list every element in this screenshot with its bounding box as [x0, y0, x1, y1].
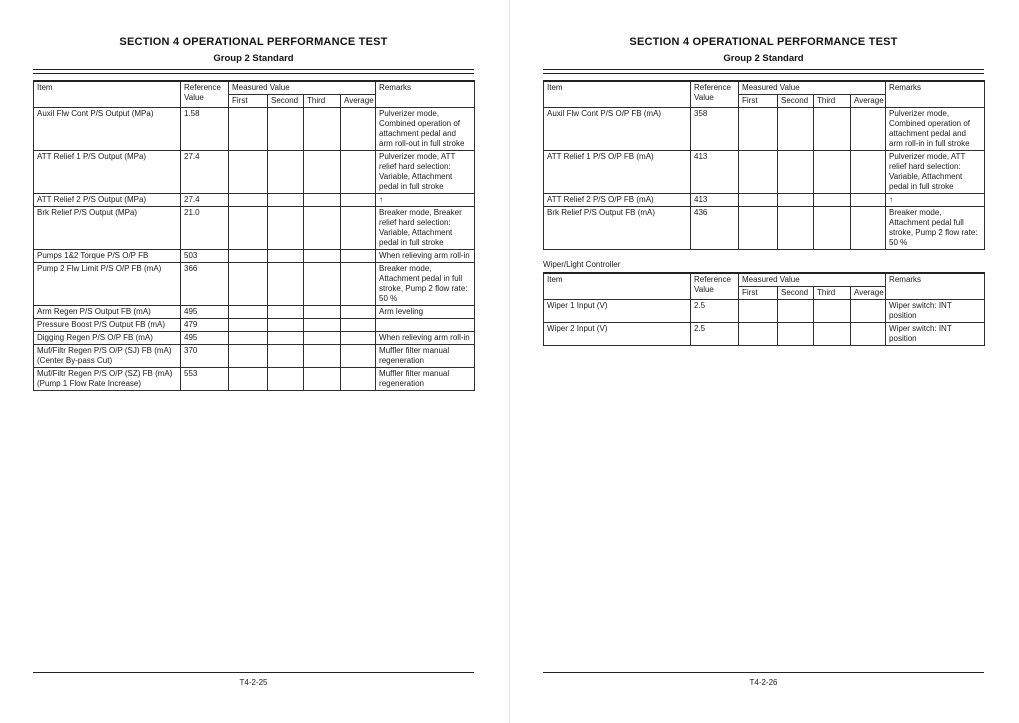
section-label-wiper-light-controller: Wiper/Light Controller: [543, 259, 621, 269]
table-row: [34, 150, 475, 193]
col-header-third: Third: [814, 94, 851, 107]
col-header-average: Average: [341, 94, 376, 107]
cell-second: [268, 305, 304, 318]
table-row: [34, 107, 475, 150]
col-header-second: Second: [778, 94, 814, 107]
cell-remarks: Breaker mode, Breaker relief hard selection: Variable, Attachment pedal in full stroke: [376, 206, 475, 249]
col-header-remarks: Remarks: [886, 273, 985, 300]
cell-second: [268, 318, 304, 331]
table-row: [34, 318, 475, 331]
cell-second: [778, 322, 814, 345]
cell-item: Arm Regen P/S Output FB (mA): [34, 305, 181, 318]
table-row: [544, 193, 985, 206]
cell-second: [268, 367, 304, 390]
cell-third: [304, 331, 341, 344]
cell-third: [304, 367, 341, 390]
cell-third: [304, 305, 341, 318]
cell-remarks: [376, 318, 475, 331]
cell-average: [851, 299, 886, 322]
cell-first: [229, 262, 268, 305]
table-row: [34, 249, 475, 262]
col-header-average: Average: [851, 94, 886, 107]
page-number: T4-2-26: [543, 672, 984, 687]
cell-remarks: Breaker mode, Attachment pedal in full stroke, Pump 2 flow rate: 50 %: [376, 262, 475, 305]
cell-average: [341, 150, 376, 193]
cell-second: [268, 150, 304, 193]
col-header-reference-value: Reference Value: [181, 81, 229, 108]
cell-item: Brk Relief P/S Output FB (mA): [544, 206, 691, 249]
cell-first: [229, 150, 268, 193]
cell-first: [229, 305, 268, 318]
cell-third: [814, 299, 851, 322]
cell-reference-value: 358: [691, 107, 739, 150]
table-row: [34, 262, 475, 305]
col-header-first: First: [739, 94, 778, 107]
table-row: [34, 344, 475, 367]
cell-third: [304, 318, 341, 331]
cell-remarks: Arm leveling: [376, 305, 475, 318]
cell-first: [739, 107, 778, 150]
cell-first: [739, 206, 778, 249]
heading-double-rule: [543, 69, 984, 74]
cell-remarks: Wiper switch: INT position: [886, 299, 985, 322]
cell-third: [814, 193, 851, 206]
cell-second: [268, 249, 304, 262]
cell-reference-value: 366: [181, 262, 229, 305]
cell-first: [739, 299, 778, 322]
performance-test-table: [543, 80, 985, 250]
cell-second: [268, 262, 304, 305]
cell-first: [229, 331, 268, 344]
cell-average: [851, 107, 886, 150]
col-header-measured-value: Measured Value: [739, 273, 886, 287]
cell-third: [814, 107, 851, 150]
cell-second: [778, 299, 814, 322]
cell-first: [229, 193, 268, 206]
cell-average: [851, 150, 886, 193]
cell-item: Muf/Filtr Regen P/S O/P (SJ) FB (mA) (Center By-pass Cut): [34, 344, 181, 367]
cell-second: [778, 107, 814, 150]
table-row: [34, 193, 475, 206]
cell-remarks: Breaker mode, Attachment pedal full stroke, Pump 2 flow rate: 50 %: [886, 206, 985, 249]
cell-third: [814, 206, 851, 249]
cell-item: Digging Regen P/S O/P FB (mA): [34, 331, 181, 344]
cell-first: [229, 206, 268, 249]
wiper-light-controller-table: [543, 272, 985, 346]
col-header-third: Third: [814, 286, 851, 299]
cell-remarks: Muffler filter manual regeneration: [376, 344, 475, 367]
cell-second: [268, 193, 304, 206]
cell-first: [739, 193, 778, 206]
cell-reference-value: 27.4: [181, 150, 229, 193]
cell-third: [304, 249, 341, 262]
page-right: [510, 0, 1019, 723]
table-row: [544, 322, 985, 345]
cell-item: ATT Relief 1 P/S Output (MPa): [34, 150, 181, 193]
cell-second: [268, 206, 304, 249]
cell-reference-value: 413: [691, 150, 739, 193]
table-row: [34, 206, 475, 249]
table-row: [544, 150, 985, 193]
cell-first: [229, 249, 268, 262]
cell-third: [304, 150, 341, 193]
cell-item: Pumps 1&2 Torque P/S O/P FB: [34, 249, 181, 262]
col-header-average: Average: [851, 286, 886, 299]
col-header-item: Item: [34, 81, 181, 108]
cell-remarks: Pulverizer mode, ATT relief hard selection: Variable, Attachment pedal in full stroke: [376, 150, 475, 193]
cell-second: [268, 344, 304, 367]
page-subtitle: Group 2 Standard: [213, 53, 294, 64]
page-left-content: [33, 36, 474, 391]
cell-remarks: Wiper switch: INT position: [886, 322, 985, 345]
cell-remarks: When relieving arm roll-in: [376, 249, 475, 262]
cell-remarks: ↑: [886, 193, 985, 206]
col-header-item: Item: [544, 273, 691, 300]
page-number: T4-2-25: [33, 672, 474, 687]
cell-average: [851, 193, 886, 206]
cell-third: [814, 322, 851, 345]
cell-average: [341, 344, 376, 367]
cell-reference-value: 2.5: [691, 299, 739, 322]
cell-item: Auxil Flw Cont P/S Output (MPa): [34, 107, 181, 150]
page-title: SECTION 4 OPERATIONAL PERFORMANCE TEST: [629, 36, 898, 48]
cell-second: [268, 107, 304, 150]
cell-average: [851, 322, 886, 345]
cell-reference-value: 2.5: [691, 322, 739, 345]
cell-second: [268, 331, 304, 344]
table-header: [544, 273, 985, 300]
cell-third: [304, 107, 341, 150]
table-row: [544, 107, 985, 150]
cell-remarks: ↑: [376, 193, 475, 206]
table-header: [34, 81, 475, 108]
cell-remarks: Pulverizer mode, Combined operation of attachment pedal and arm roll-out in full stroke: [376, 107, 475, 150]
cell-average: [341, 367, 376, 390]
cell-item: ATT Relief 1 P/S O/P FB (mA): [544, 150, 691, 193]
cell-average: [341, 206, 376, 249]
cell-reference-value: 479: [181, 318, 229, 331]
cell-first: [739, 322, 778, 345]
cell-reference-value: 21.0: [181, 206, 229, 249]
cell-average: [341, 249, 376, 262]
table-row: [34, 305, 475, 318]
cell-average: [851, 206, 886, 249]
col-header-second: Second: [268, 94, 304, 107]
cell-reference-value: 436: [691, 206, 739, 249]
cell-first: [229, 107, 268, 150]
table-header: [544, 81, 985, 108]
cell-average: [341, 305, 376, 318]
cell-third: [304, 344, 341, 367]
cell-remarks: When relieving arm roll-in: [376, 331, 475, 344]
cell-first: [739, 150, 778, 193]
cell-remarks: Pulverizer mode, ATT relief hard selection: Variable, Attachment pedal in full stroke: [886, 150, 985, 193]
col-header-measured-value: Measured Value: [229, 81, 376, 95]
table-row: [544, 299, 985, 322]
cell-reference-value: 495: [181, 305, 229, 318]
col-header-remarks: Remarks: [376, 81, 475, 108]
cell-item: Muf/Filtr Regen P/S O/P (SZ) FB (mA) (Pump 1 Flow Rate Increase): [34, 367, 181, 390]
cell-item: Auxil Flw Cont P/S O/P FB (mA): [544, 107, 691, 150]
cell-second: [778, 206, 814, 249]
cell-item: Brk Relief P/S Output (MPa): [34, 206, 181, 249]
col-header-item: Item: [544, 81, 691, 108]
col-header-first: First: [229, 94, 268, 107]
cell-item: Pressure Boost P/S Output FB (mA): [34, 318, 181, 331]
table-row: [34, 367, 475, 390]
cell-average: [341, 107, 376, 150]
cell-average: [341, 262, 376, 305]
page-left: [0, 0, 509, 723]
cell-item: ATT Relief 2 P/S O/P FB (mA): [544, 193, 691, 206]
cell-first: [229, 318, 268, 331]
cell-second: [778, 193, 814, 206]
col-header-first: First: [739, 286, 778, 299]
col-header-remarks: Remarks: [886, 81, 985, 108]
cell-first: [229, 344, 268, 367]
cell-reference-value: 27.4: [181, 193, 229, 206]
col-header-measured-value: Measured Value: [739, 81, 886, 95]
cell-average: [341, 318, 376, 331]
heading-double-rule: [33, 69, 474, 74]
cell-reference-value: 553: [181, 367, 229, 390]
col-header-reference-value: Reference Value: [691, 273, 739, 300]
cell-reference-value: 413: [691, 193, 739, 206]
cell-reference-value: 1.58: [181, 107, 229, 150]
cell-third: [304, 193, 341, 206]
cell-first: [229, 367, 268, 390]
cell-item: Wiper 1 Input (V): [544, 299, 691, 322]
cell-item: Wiper 2 Input (V): [544, 322, 691, 345]
cell-item: Pump 2 Flw Limit P/S O/P FB (mA): [34, 262, 181, 305]
cell-remarks: Pulverizer mode, Combined operation of attachment pedal and arm roll-in in full stroke: [886, 107, 985, 150]
col-header-third: Third: [304, 94, 341, 107]
page-subtitle: Group 2 Standard: [723, 53, 804, 64]
table-row: [544, 206, 985, 249]
performance-test-table: [33, 80, 475, 391]
page-right-content: [543, 36, 984, 346]
col-header-reference-value: Reference Value: [691, 81, 739, 108]
cell-reference-value: 495: [181, 331, 229, 344]
cell-reference-value: 503: [181, 249, 229, 262]
cell-average: [341, 331, 376, 344]
col-header-second: Second: [778, 286, 814, 299]
cell-third: [304, 262, 341, 305]
cell-reference-value: 370: [181, 344, 229, 367]
cell-remarks: Muffler filter manual regeneration: [376, 367, 475, 390]
page-title: SECTION 4 OPERATIONAL PERFORMANCE TEST: [119, 36, 388, 48]
cell-average: [341, 193, 376, 206]
cell-second: [778, 150, 814, 193]
cell-third: [304, 206, 341, 249]
table-row: [34, 331, 475, 344]
cell-third: [814, 150, 851, 193]
cell-item: ATT Relief 2 P/S Output (MPa): [34, 193, 181, 206]
